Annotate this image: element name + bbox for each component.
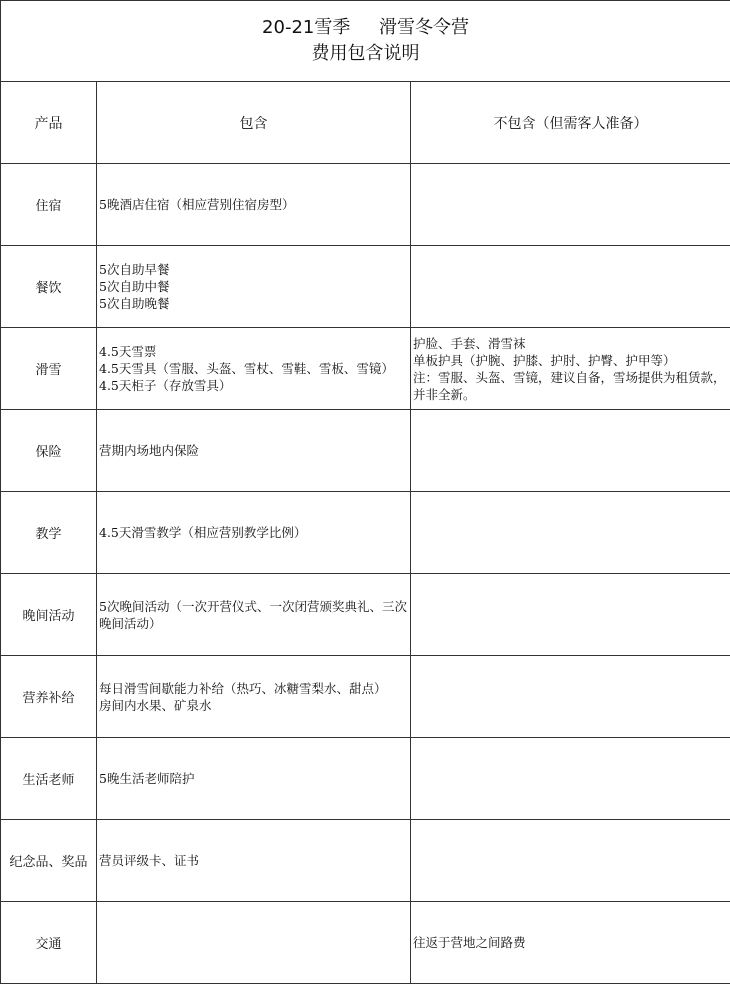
product-cell: 餐饮 <box>1 246 97 328</box>
included-line: 5晚酒店住宿（相应营别住宿房型） <box>99 196 408 213</box>
included-cell <box>97 164 411 246</box>
excluded-line: 往返于营地之间路费 <box>413 934 728 951</box>
title-line-1: 20-21雪季 滑雪冬令营 <box>1 15 730 41</box>
excluded-line: 注：雪服、头盔、雪镜，建议自备，雪场提供为租赁款，并非全新。 <box>413 369 728 403</box>
excluded-cell <box>411 574 730 656</box>
product-cell: 生活老师 <box>1 738 97 820</box>
table-row <box>1 410 730 492</box>
product-cell: 交通 <box>1 902 97 984</box>
included-cell <box>97 902 411 984</box>
product-cell: 保险 <box>1 410 97 492</box>
header-row <box>1 82 730 164</box>
table-row <box>1 574 730 656</box>
excluded-cell <box>411 902 730 984</box>
included-line: 5次自助晚餐 <box>99 295 408 312</box>
excluded-cell <box>411 410 730 492</box>
included-cell <box>97 738 411 820</box>
table-row <box>1 738 730 820</box>
included-line: 5晚生活老师陪护 <box>99 770 408 787</box>
included-line: 房间内水果、矿泉水 <box>99 697 408 714</box>
product-cell: 滑雪 <box>1 328 97 410</box>
included-line: 4.5天滑雪教学（相应营别教学比例） <box>99 524 408 541</box>
product-cell: 教学 <box>1 492 97 574</box>
product-cell: 晚间活动 <box>1 574 97 656</box>
included-line: 5次自助中餐 <box>99 278 408 295</box>
excluded-cell <box>411 164 730 246</box>
product-cell: 纪念品、奖品 <box>1 820 97 902</box>
title-row <box>1 1 730 82</box>
included-line: 4.5天雪具（雪服、头盔、雪杖、雪鞋、雪板、雪镜） <box>99 360 408 377</box>
product-cell: 住宿 <box>1 164 97 246</box>
excluded-cell <box>411 738 730 820</box>
included-line: 每日滑雪间歇能力补给（热巧、冰糖雪梨水、甜点） <box>99 680 408 697</box>
included-cell <box>97 574 411 656</box>
header-excluded: 不包含（但需客人准备） <box>411 82 730 164</box>
excluded-cell <box>411 246 730 328</box>
excluded-line: 单板护具（护腕、护膝、护肘、护臀、护甲等） <box>413 352 728 369</box>
included-line: 4.5天柜子（存放雪具） <box>99 377 408 394</box>
included-cell <box>97 492 411 574</box>
table-body <box>1 164 730 984</box>
table-row <box>1 246 730 328</box>
excluded-line: 护脸、手套、滑雪袜 <box>413 335 728 352</box>
table-row <box>1 902 730 984</box>
included-cell <box>97 246 411 328</box>
document-title <box>1 1 730 82</box>
table-row <box>1 492 730 574</box>
product-cell: 营养补给 <box>1 656 97 738</box>
table-row <box>1 328 730 410</box>
excluded-cell <box>411 820 730 902</box>
header-product: 产品 <box>1 82 97 164</box>
table-row <box>1 656 730 738</box>
header-included: 包含 <box>97 82 411 164</box>
included-cell <box>97 328 411 410</box>
included-line: 营期内场地内保险 <box>99 442 408 459</box>
title-line-2: 费用包含说明 <box>1 41 730 67</box>
table-row <box>1 164 730 246</box>
included-line: 5次晚间活动（一次开营仪式、一次闭营颁奖典礼、三次晚间活动） <box>99 598 408 632</box>
table-row <box>1 820 730 902</box>
excluded-cell <box>411 656 730 738</box>
included-line: 4.5天雪票 <box>99 343 408 360</box>
included-cell <box>97 656 411 738</box>
included-cell <box>97 410 411 492</box>
included-cell <box>97 820 411 902</box>
excluded-cell <box>411 492 730 574</box>
excluded-cell <box>411 328 730 410</box>
included-line: 5次自助早餐 <box>99 261 408 278</box>
included-line: 营员评级卡、证书 <box>99 852 408 869</box>
